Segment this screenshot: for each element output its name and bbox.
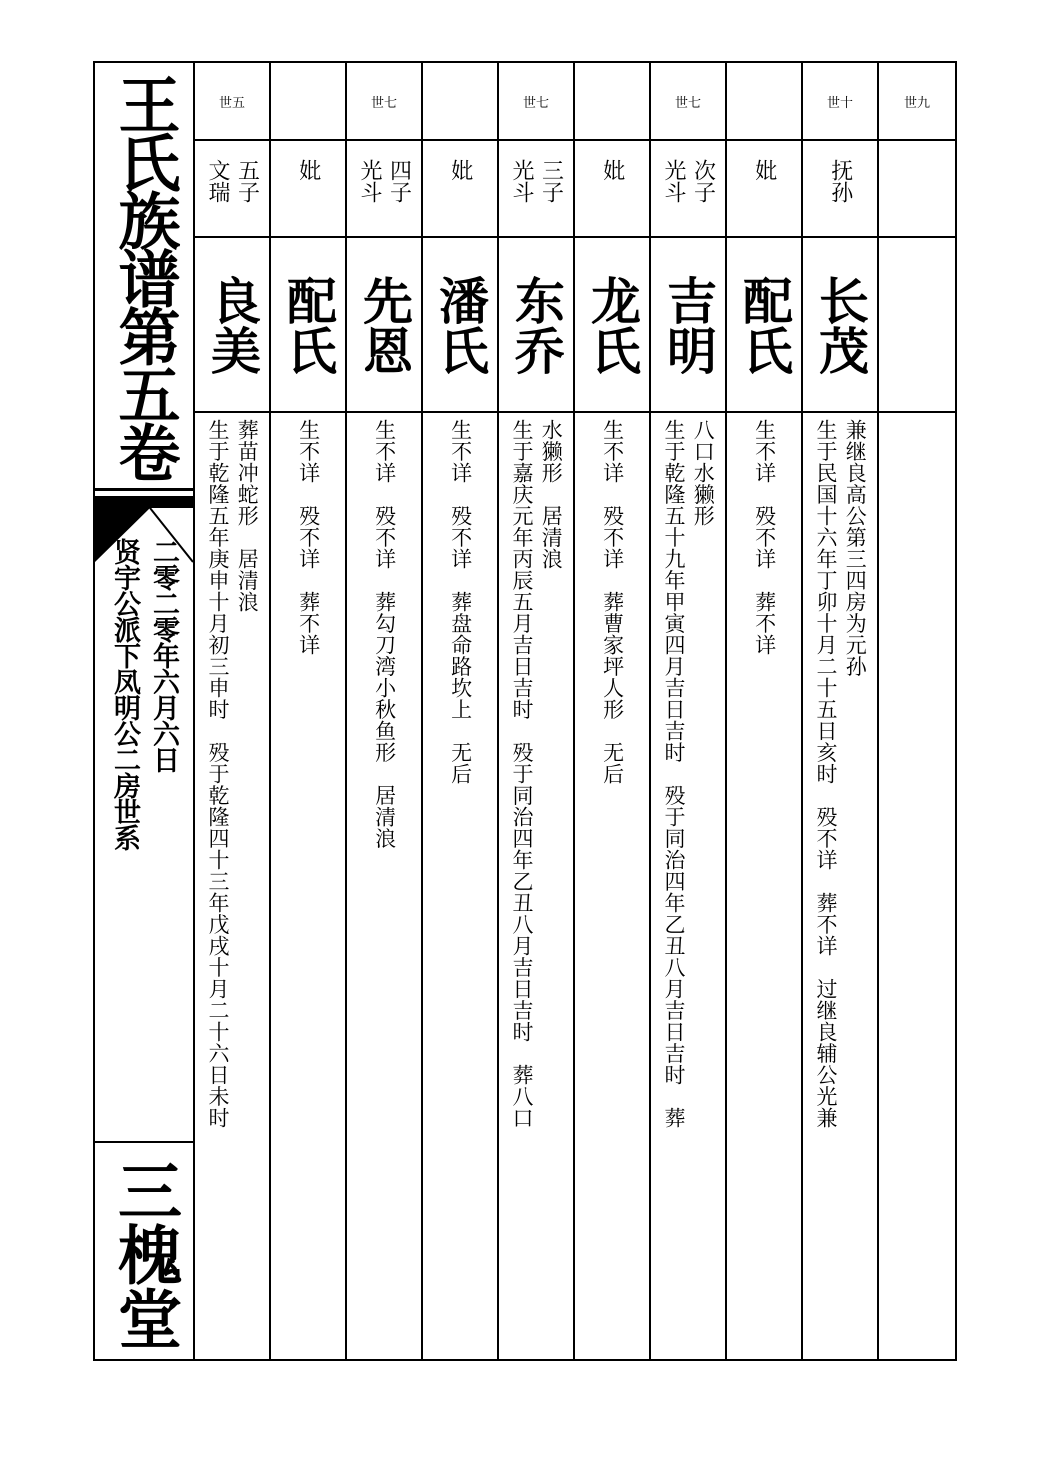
lineage-column — [803, 63, 879, 1359]
biography-line: 兼继良高公第三四房为元孙 — [843, 419, 868, 677]
biography-line: 生不详 殁不详 葬盘命路坎上 无后 — [448, 419, 473, 785]
biography-cell — [879, 413, 955, 1359]
relation-text: 光斗 — [661, 159, 686, 203]
relation-text: 妣 — [599, 159, 625, 181]
person-name: 长茂 — [803, 238, 877, 413]
relation-text: 妣 — [751, 159, 777, 181]
spine-divider — [95, 1141, 193, 1143]
generation-label — [271, 63, 345, 141]
person-name: 先恩 — [347, 238, 421, 413]
lineage-column — [271, 63, 347, 1359]
biography-cell — [803, 413, 877, 1359]
biography-line: 生不详 殁不详 葬不详 — [296, 419, 321, 656]
biography-cell — [271, 413, 345, 1359]
person-name: 配氏 — [271, 238, 345, 413]
relation-cell — [195, 141, 269, 238]
generation-label: 世七 — [347, 63, 421, 141]
person-name: 东乔 — [499, 238, 573, 413]
generation-label: 世七 — [651, 63, 725, 141]
lineage-column — [195, 63, 271, 1359]
generation-label: 世七 — [499, 63, 573, 141]
lineage-column — [423, 63, 499, 1359]
relation-text: 三子 — [538, 159, 564, 203]
relation-cell — [271, 141, 345, 238]
biography-line: 葬苗冲蛇形 居清浪 — [235, 419, 260, 613]
relation-cell — [347, 141, 421, 238]
hall-name: 三槐堂 — [107, 1158, 182, 1350]
genealogy-page-frame — [93, 61, 957, 1361]
lineage-column — [727, 63, 803, 1359]
generation-label: 世十 — [803, 63, 877, 141]
relation-text: 文瑞 — [205, 159, 230, 203]
biography-line: 生于嘉庆元年丙辰五月吉日吉时 殁于同治四年乙丑八月吉日吉时 葬八口 — [510, 419, 534, 1129]
biography-cell — [347, 413, 421, 1359]
biography-cell — [727, 413, 801, 1359]
biography-cell — [423, 413, 497, 1359]
biography-line: 八口水獭形 — [691, 419, 716, 527]
book-spine — [95, 63, 195, 1359]
relation-text: 五子 — [234, 159, 260, 203]
person-name: 配氏 — [727, 238, 801, 413]
person-name: 潘氏 — [423, 238, 497, 413]
lineage-column — [651, 63, 727, 1359]
relation-text: 抚孙 — [827, 159, 853, 203]
relation-text: 妣 — [295, 159, 321, 181]
lineage-column — [879, 63, 955, 1359]
generation-label — [423, 63, 497, 141]
biography-line: 生不详 殁不详 葬曹家坪人形 无后 — [600, 419, 625, 785]
relation-cell — [651, 141, 725, 238]
relation-cell — [879, 141, 955, 238]
biography-cell — [651, 413, 725, 1359]
branch-subtitle: 贤宇公派下凤明公二房世系 — [109, 538, 140, 850]
biography-line: 水獭形 居清浪 — [539, 419, 564, 570]
biography-cell — [499, 413, 573, 1359]
generation-label: 世五 — [195, 63, 269, 141]
biography-cell — [195, 413, 269, 1359]
relation-text: 四子 — [386, 159, 412, 203]
biography-cell — [575, 413, 649, 1359]
lineage-grid — [195, 63, 955, 1359]
person-name: 吉明 — [651, 238, 725, 413]
compile-date: 二零二零年六月六日 — [148, 538, 180, 772]
relation-text: 光斗 — [509, 159, 534, 203]
person-name: 龙氏 — [575, 238, 649, 413]
biography-line: 生于乾隆五十九年甲寅四月吉日吉时 殁于同治四年乙丑八月吉日吉时 葬 — [662, 419, 686, 1129]
relation-cell — [423, 141, 497, 238]
biography-line: 生不详 殁不详 葬不详 — [752, 419, 777, 656]
generation-label: 世九 — [879, 63, 955, 141]
relation-cell — [803, 141, 877, 238]
relation-text: 光斗 — [357, 159, 382, 203]
lineage-column — [575, 63, 651, 1359]
book-title: 王氏族谱第五卷 — [108, 72, 181, 479]
person-name: 良美 — [195, 238, 269, 413]
relation-cell — [575, 141, 649, 238]
biography-line: 生不详 殁不详 葬勾刀湾小秋鱼形 居清浪 — [372, 419, 397, 849]
biography-line: 生于乾隆五年庚申十月初三申时 殁于乾隆四十三年戊戌十月二十六日未时 — [206, 419, 230, 1129]
spine-subtitle-block — [95, 538, 193, 1143]
relation-cell — [727, 141, 801, 238]
relation-text: 妣 — [447, 159, 473, 181]
lineage-column — [347, 63, 423, 1359]
generation-label — [727, 63, 801, 141]
lineage-column — [499, 63, 575, 1359]
biography-line: 生于民国十六年丁卯十月二十五日亥时 殁不详 葬不详 过继良辅公光兼 — [814, 419, 838, 1129]
generation-label — [575, 63, 649, 141]
person-name — [879, 238, 955, 413]
relation-cell — [499, 141, 573, 238]
relation-text: 次子 — [690, 159, 716, 203]
